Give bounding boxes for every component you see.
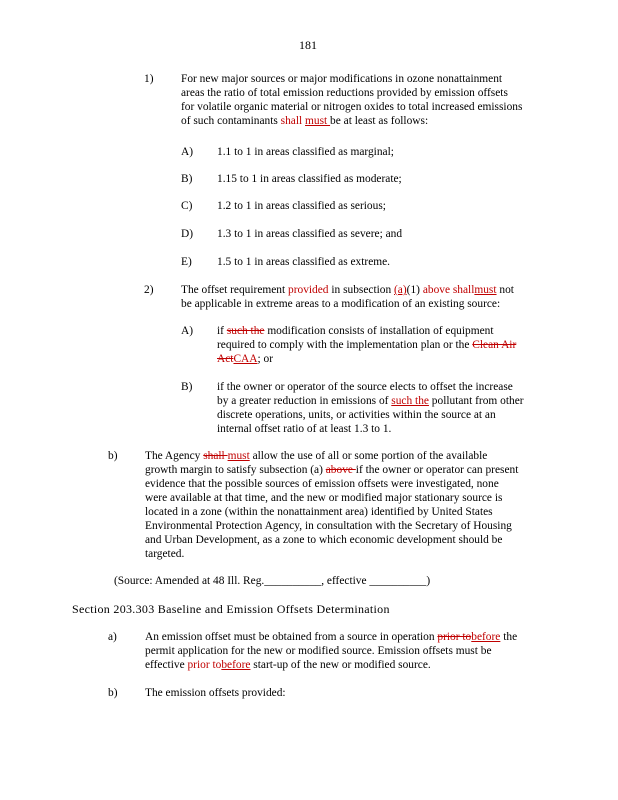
item-2a-line (217, 324, 516, 338)
changed-text: above shall (422, 284, 475, 296)
text-run: if (217, 325, 227, 337)
subitem-c-text: 1.2 to 1 in areas classified as serious; (217, 200, 386, 212)
changed-text: prior to (187, 659, 222, 671)
changed-text: such the (391, 395, 429, 407)
item-b-line: were available at that time, and the new or modified major stationary source is (145, 492, 503, 504)
inserted-text: before (221, 659, 251, 671)
text-run: An emission offset must be obtained from a source in operation (145, 631, 438, 643)
source-note: (Source: Amended at 48 Ill. Reg.__________, effective __________) (114, 575, 431, 587)
item-2a-line (217, 338, 516, 352)
subitem-d-text: 1.3 to 1 in areas classified as severe; and (217, 228, 403, 240)
item-2b-line: if the owner or operator of the source elects to offset the increase (217, 381, 513, 393)
subitem-d-marker: D) (181, 228, 194, 240)
text-run: in subsection (328, 284, 395, 296)
inserted-text: must (305, 115, 331, 127)
item-b-line (145, 463, 518, 477)
text-run: ; or (257, 353, 274, 365)
section-b-marker: b) (108, 687, 118, 699)
item-b-marker: b) (108, 450, 118, 462)
item-2b-line: discrete operations, units, or activities within the source at an (217, 409, 496, 421)
section-b-text: The emission offsets provided: (145, 687, 286, 699)
section-a-marker: a) (108, 631, 117, 643)
item-1-marker: 1) (144, 73, 154, 85)
item-1-body (181, 72, 522, 128)
text-run: required to comply with the implementation plan or the (217, 339, 473, 351)
item-2b-body (217, 380, 524, 436)
item-2-line (181, 283, 514, 297)
item-1-line (181, 114, 522, 128)
section-a-line (145, 658, 517, 672)
item-b-line: located in a zone (within the nonattainment area) identified by United States (145, 506, 493, 518)
text-run: if the owner or operator can present (355, 464, 519, 476)
item-2a-marker: A) (181, 325, 194, 337)
text-run: start-up of the new or modified source. (250, 659, 431, 671)
deleted-text: above (325, 464, 356, 476)
subitem-b-text: 1.15 to 1 in areas classified as moderate; (217, 173, 402, 185)
text-run: be at least as follows: (330, 115, 429, 127)
inserted-text: must (474, 284, 497, 296)
item-1-line: areas the ratio of total emission reductions provided by emission offsets (181, 87, 508, 99)
text-run: not (496, 284, 514, 296)
item-1-line: For new major sources or major modifications in ozone nonattainment (181, 73, 503, 85)
item-b-line: and Urban Development, as a zone to which economic development should be (145, 534, 503, 546)
item-1-line: for volatile organic material or nitrogen oxides to total increased emissions (181, 101, 523, 113)
changed-text: provided (288, 284, 329, 296)
inserted-text: (a) (394, 284, 407, 296)
item-2b-line: internal offset ratio of at least 1.3 to 1. (217, 423, 392, 435)
section-a-body (145, 630, 517, 672)
deleted-text: prior to (437, 631, 472, 643)
item-b-line: evidence that the possible sources of emission offsets were investigated, none (145, 478, 499, 490)
subitem-e-text: 1.5 to 1 in areas classified as extreme. (217, 256, 391, 268)
text-run: The offset requirement (181, 284, 289, 296)
item-2a-line (217, 352, 516, 366)
text-run: growth margin to satisfy subsection (a) (145, 464, 326, 476)
inserted-text: before (471, 631, 501, 643)
section-a-line: permit application for the new or modified source. Emission offsets must be (145, 645, 492, 657)
deleted-text: Act (217, 353, 234, 365)
inserted-text: must (227, 450, 250, 462)
text-run: allow the use of all or some portion of the available (249, 450, 488, 462)
deleted-text: such the (226, 325, 265, 337)
section-heading: Section 203.303 Baseline and Emission Offsets Determination (72, 602, 390, 616)
item-b-line: Environmental Protection Agency, in consultation with the Secretary of Housing (145, 520, 512, 532)
item-2b-marker: B) (181, 381, 193, 393)
item-2-line: be applicable in extreme areas to a modification of an existing source: (181, 298, 501, 310)
inserted-text: CAA (233, 353, 258, 365)
item-2-marker: 2) (144, 284, 154, 296)
item-2a-body (217, 324, 516, 366)
deleted-text: shall (280, 115, 306, 127)
text-run: the (500, 631, 518, 643)
text-run: by a greater reduction in emissions of (217, 395, 392, 407)
page-number: 181 (299, 38, 317, 52)
item-2b-line (217, 394, 524, 408)
text-run: effective (145, 659, 188, 671)
subitem-e-marker: E) (181, 256, 192, 268)
subitem-b-marker: B) (181, 173, 193, 185)
item-b-line (145, 449, 518, 463)
item-b-body (145, 449, 518, 561)
deleted-text: Clean Air (472, 339, 517, 351)
text-run: The Agency (145, 450, 204, 462)
text-run: of such contaminants (181, 115, 281, 127)
text-run: pollutant from other (428, 395, 524, 407)
item-b-line: targeted. (145, 548, 185, 560)
item-2-body (181, 283, 514, 311)
text-run: (1) (406, 284, 423, 296)
subitem-c-marker: C) (181, 200, 193, 212)
subitem-a-text: 1.1 to 1 in areas classified as marginal; (217, 146, 394, 158)
deleted-text: shall (203, 450, 228, 462)
subitem-a-marker: A) (181, 146, 194, 158)
section-a-line (145, 630, 517, 644)
text-run: modification consists of installation of equipment (264, 325, 494, 337)
